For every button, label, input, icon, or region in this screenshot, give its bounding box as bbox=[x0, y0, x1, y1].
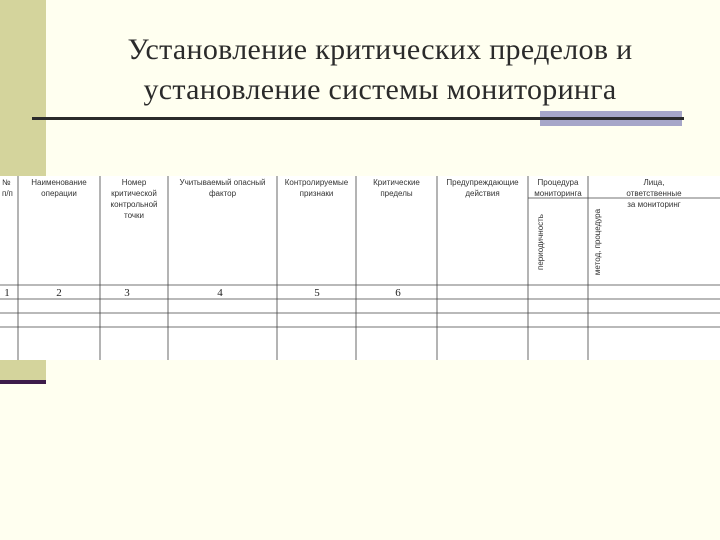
slide-title bbox=[60, 30, 700, 110]
column-header: Процедура мониторинга bbox=[534, 178, 582, 198]
column-header: № п/п bbox=[2, 178, 13, 198]
column-header: Лица, ответственные за мониторинг bbox=[626, 178, 682, 209]
column-number: 2 bbox=[56, 287, 62, 299]
column-header: Наименование операции bbox=[31, 178, 87, 198]
column-number: 1 bbox=[4, 287, 10, 299]
haccp-table bbox=[0, 176, 720, 360]
column-number: 6 bbox=[395, 287, 401, 299]
monitoring-subheader: периодичность bbox=[536, 214, 545, 270]
title-underline-end bbox=[540, 117, 684, 120]
title-line-1: Установление критических пределов и bbox=[127, 33, 633, 66]
monitoring-subheader: метод, процедура bbox=[593, 208, 602, 276]
column-header: Критические пределы bbox=[373, 178, 420, 198]
column-number: 3 bbox=[124, 287, 130, 299]
table-grid bbox=[0, 176, 720, 360]
sidebar-accent-bar bbox=[0, 380, 46, 384]
column-header: Учитываемый опасный фактор bbox=[179, 178, 266, 198]
title-line-2: установление системы мониторинга bbox=[143, 73, 617, 106]
title-underline bbox=[32, 117, 540, 120]
column-header: Номер критической контрольной точки bbox=[110, 178, 158, 220]
column-header: Предупреждающие действия bbox=[446, 178, 519, 198]
column-header: Контролируемые признаки bbox=[284, 178, 349, 198]
column-number: 5 bbox=[314, 287, 320, 299]
column-number: 4 bbox=[217, 287, 223, 299]
